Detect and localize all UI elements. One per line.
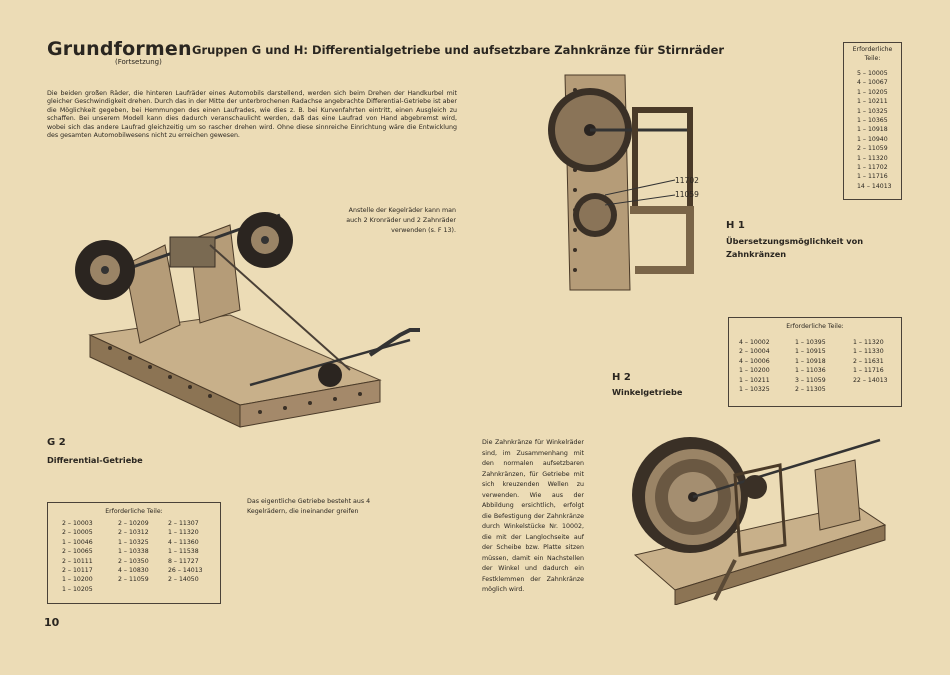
parts-list-entry: 2 – 10003 [62,520,93,527]
page-number: 10 [44,616,60,629]
parts-list-entry: 2 – 10350 [118,557,149,565]
parts-list-entry: 1 – 10325 [739,386,770,394]
parts-list-entry: 2 – 10004 [739,348,770,356]
part-label-11702: 11702 [675,176,699,185]
parts-list-entry: 1 – 11320 [857,154,888,162]
g2-parts-col-2 [118,519,149,585]
g2-parts-col-3 [168,519,203,585]
parts-list-entry: 2 – 14050 [168,576,199,584]
g2-parts-col-1 [62,519,93,594]
parts-list-entry: 2 – 10065 [62,548,93,556]
h2-parts-col-3 [853,338,888,385]
parts-list-entry: 1 – 10338 [118,548,149,556]
parts-list-entry: 2 – 10312 [118,529,149,537]
parts-list-entry: 4 – 10002 [739,339,770,346]
parts-list-entry: 2 – 10005 [62,529,93,537]
parts-list-entry: 2 – 10209 [118,520,149,527]
parts-list-entry: 2 – 11059 [857,145,888,153]
parts-list-entry: 1 – 11702 [857,164,888,172]
parts-list-entry: 3 – 11059 [795,376,826,384]
parts-list-entry: 1 – 11716 [853,367,884,375]
parts-list-entry: 4 – 10830 [118,567,149,575]
parts-list-entry: 2 – 10111 [62,557,93,565]
g2-parts-box [47,502,221,604]
parts-list-entry: 1 – 11036 [795,367,826,375]
h2-title: Winkelgetriebe [612,387,683,397]
parts-list-entry: 1 – 10211 [739,376,770,384]
parts-list-entry: 1 – 10940 [857,135,888,143]
parts-list-entry: 1 – 11538 [168,548,199,556]
parts-list-entry: 1 – 11716 [857,173,888,181]
parts-list-entry: 2 – 11059 [118,576,149,584]
parts-list-entry: 8 – 11727 [168,557,199,565]
h1-parts-col [857,69,892,191]
parts-list-entry: 1 – 10365 [857,117,888,125]
section-heading: Grundformen [47,38,192,60]
parts-list-entry: 4 – 10006 [739,357,770,365]
parts-list-entry: 1 – 10918 [857,126,888,134]
h1-label: H 1 [726,220,745,231]
h2-parts-box [728,317,902,407]
h2-parts-col-1 [739,338,770,394]
gear-description-note: Das eigentliche Getriebe besteht aus 4 Kegelrädern, die ineinander greifen [247,498,371,515]
parts-list-entry: 14 – 14013 [857,182,892,190]
h1-parts-box [843,42,902,200]
crown-gear-note: Die Zahnkränze für Winkelräder sind, im Zusammenhang mit den normalen aufsetzbaren Zahnkränzen, für Getriebe mit sich kreuzenden Wellen zu verwenden. Wie aus der Abbildung ersichtlich, erfolgt die Befestigung der Zahnkränze durch Winkelstücke Nr. 10002, die mit der Langlochseite auf der Scheibe bzw. Platte sitzen müssen, damit ein Nachstellen der Winkel und dadurch ein Festklemmen der Zahnkränze möglich wird. [482,439,584,593]
parts-list-entry: 4 – 11360 [168,538,199,546]
parts-list-entry: 26 – 14013 [168,567,203,575]
parts-list-entry: 4 – 10067 [857,79,888,87]
group-heading: Gruppen G und H: Differentialgetriebe und aufsetzbare Zahnkränze für Stirnräder [192,43,725,57]
bevel-gear-note: Anstelle der Kegelräder kann man auch 2 Kronräder und 2 Zahnräder verwenden (s. F 13). [346,207,456,234]
parts-list-entry: 1 – 11320 [853,339,884,346]
h1-title: Übersetzungsmöglichkeit von Zahnkränzen [726,236,864,259]
parts-list-entry: 2 – 10117 [62,567,93,575]
h2-parts-title: Erforderliche Teile: [786,323,844,330]
intro-paragraph: Die beiden großen Räder, die hinteren Laufräder eines Automobils darstellend, werden sich beim Drehen der Handkurbel mit gleicher Geschwindigkeit drehen. Durch das in der Mitte der unterbrochenen Radachse angebrachte Differential-Getriebe ist aber die Möglichkeit gegeben, bei Hemmungen des einen Laufrades, wie dies z. B. bei Kurvenfahrten eintritt, einen Ausgleich zu schaffen. Bei unserem Modell kann dies dadurch veranschaulicht werden, daß das eine Laufrad von Hand abgebremst wird, wobei sich das andere Laufrad gleichzeitig um so rascher drehen wird. Ohne diese sinnreiche Einrichtung wäre die Entwicklung des gesamten Automobilwesens nicht zu erreichen gewesen. [47,90,457,140]
parts-list-entry: 1 – 11330 [853,348,884,356]
g2-parts-title: Erforderliche Teile: [105,508,163,515]
part-label-11059: 11059 [675,190,699,199]
parts-list-entry: 1 – 10395 [795,339,826,346]
parts-list-entry: 5 – 10005 [857,70,888,77]
section-subheading: (Fortsetzung) [115,58,162,66]
parts-list-entry: 1 – 10205 [62,585,93,593]
parts-list-entry: 1 – 10325 [118,538,149,546]
g2-title: Differential-Getriebe [47,455,143,465]
angle-gear-model-illustration [615,425,895,605]
parts-list-entry: 1 – 10918 [795,357,826,365]
parts-list-entry: 2 – 11307 [168,520,199,527]
parts-list-entry: 1 – 11320 [168,529,199,537]
parts-list-entry: 1 – 10046 [62,538,93,546]
parts-list-entry: 1 – 10200 [62,576,93,584]
parts-list-entry: 1 – 10915 [795,348,826,356]
parts-list-entry: 2 – 11631 [853,357,884,365]
h2-parts-col-2 [795,338,826,394]
parts-list-entry: 2 – 11305 [795,386,826,394]
parts-list-entry: 22 – 14013 [853,376,888,384]
parts-list-entry: 1 – 10200 [739,367,770,375]
parts-list-entry: 1 – 10211 [857,98,888,106]
g2-label: G 2 [47,437,66,448]
h1-parts-title: Erforderliche Teile: [852,46,893,62]
parts-list-entry: 1 – 10205 [857,88,888,96]
h2-label: H 2 [612,372,631,383]
parts-list-entry: 1 – 10325 [857,107,888,115]
